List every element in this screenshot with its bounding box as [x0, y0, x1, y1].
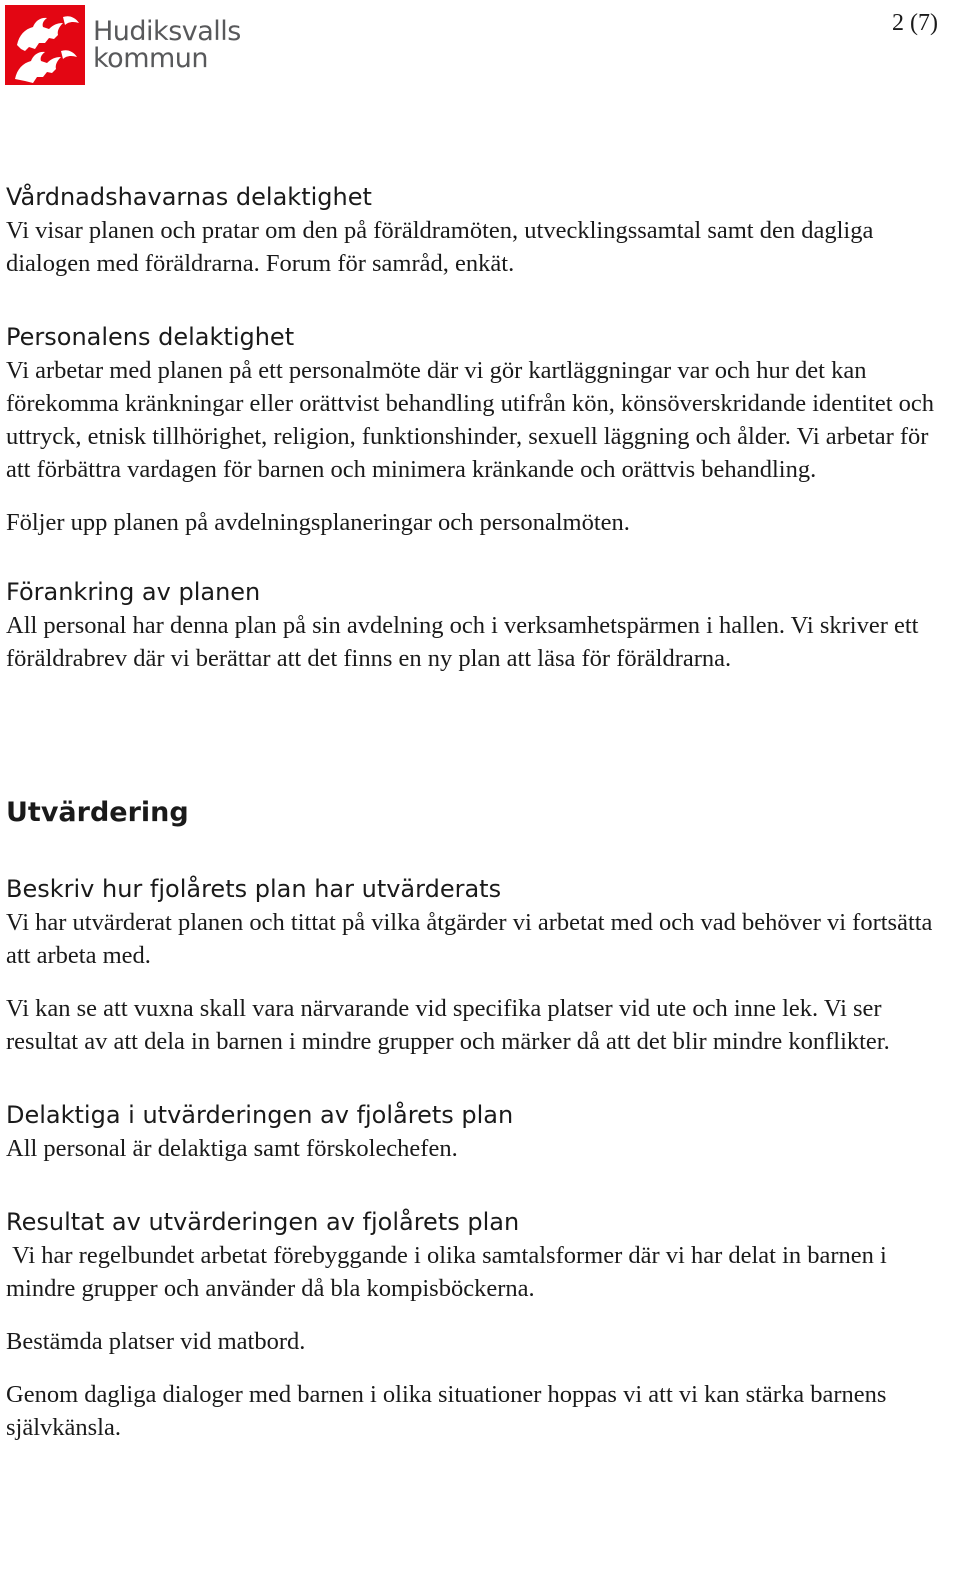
heading-vardnadshavare: Vårdnadshavarnas delaktighet	[6, 183, 372, 211]
heading-forankring: Förankring av planen	[6, 578, 261, 606]
paragraph-forankring: All personal har denna plan på sin avdelning och i verksamhetspärmen i hallen. Vi skriver ett föräldrabrev där vi berättar att det finns en ny plan att läsa för föräldrarna.	[6, 612, 919, 672]
hudiksvalls-logo	[5, 5, 241, 85]
heading-beskriv: Beskriv hur fjolårets plan har utvärderats	[6, 875, 502, 903]
paragraph-resultat-1: Vi har regelbundet arbetat förebyggande i olika samtalsformer där vi har delat in barnen i mindre grupper och använder då bla kompisböckerna.	[6, 1242, 893, 1302]
heading-delaktiga: Delaktiga i utvärderingen av fjolårets plan	[6, 1101, 514, 1129]
heading-resultat: Resultat av utvärderingen av fjolårets plan	[6, 1208, 520, 1236]
paragraph-personal-1: Vi arbetar med planen på ett personalmöte där vi gör kartläggningar var och hur det kan förekomma kränkningar eller orättvist behandling utifrån kön, könsöverskridande identitet och uttryck, etnisk tillhörighet, religion, funktionshinder, sexuell läggning och ålder. Vi arbetar för att förbättra vardagen för barnen och minimera kränkande och orättvis behandling.	[6, 357, 935, 483]
logo-line-2: kommun	[93, 43, 209, 74]
goat-emblem-icon	[5, 5, 85, 85]
logo-wordmark	[93, 18, 241, 72]
logo-line-1: Hudiksvalls	[93, 16, 241, 47]
paragraph-personal-2: Följer upp planen på avdelningsplaneringar och personalmöten.	[6, 509, 630, 536]
paragraph-beskriv-1: Vi har utvärderat planen och tittat på vilka åtgärder vi arbetat med och vad behöver vi fortsätta att arbeta med.	[6, 909, 933, 969]
section-title-utvardering: Utvärdering	[6, 797, 189, 828]
document-body	[6, 180, 946, 1444]
paragraph-resultat-2: Bestämda platser vid matbord.	[6, 1328, 306, 1355]
paragraph-vardnadshavare: Vi visar planen och pratar om den på föräldramöten, utvecklingssamtal samt den dagliga dialogen med föräldrarna. Forum för samråd, enkät.	[6, 217, 874, 277]
page-number: 2 (7)	[892, 10, 938, 36]
heading-personal: Personalens delaktighet	[6, 323, 295, 351]
paragraph-delaktiga: All personal är delaktiga samt förskolechefen.	[6, 1135, 458, 1162]
paragraph-resultat-3: Genom dagliga dialoger med barnen i olika situationer hoppas vi att vi kan stärka barnens självkänsla.	[6, 1381, 887, 1441]
paragraph-beskriv-2: Vi kan se att vuxna skall vara närvarande vid specifika platser vid ute och inne lek. Vi ser resultat av att dela in barnen i mindre grupper och märker då att det blir mindre konflikter.	[6, 995, 890, 1055]
